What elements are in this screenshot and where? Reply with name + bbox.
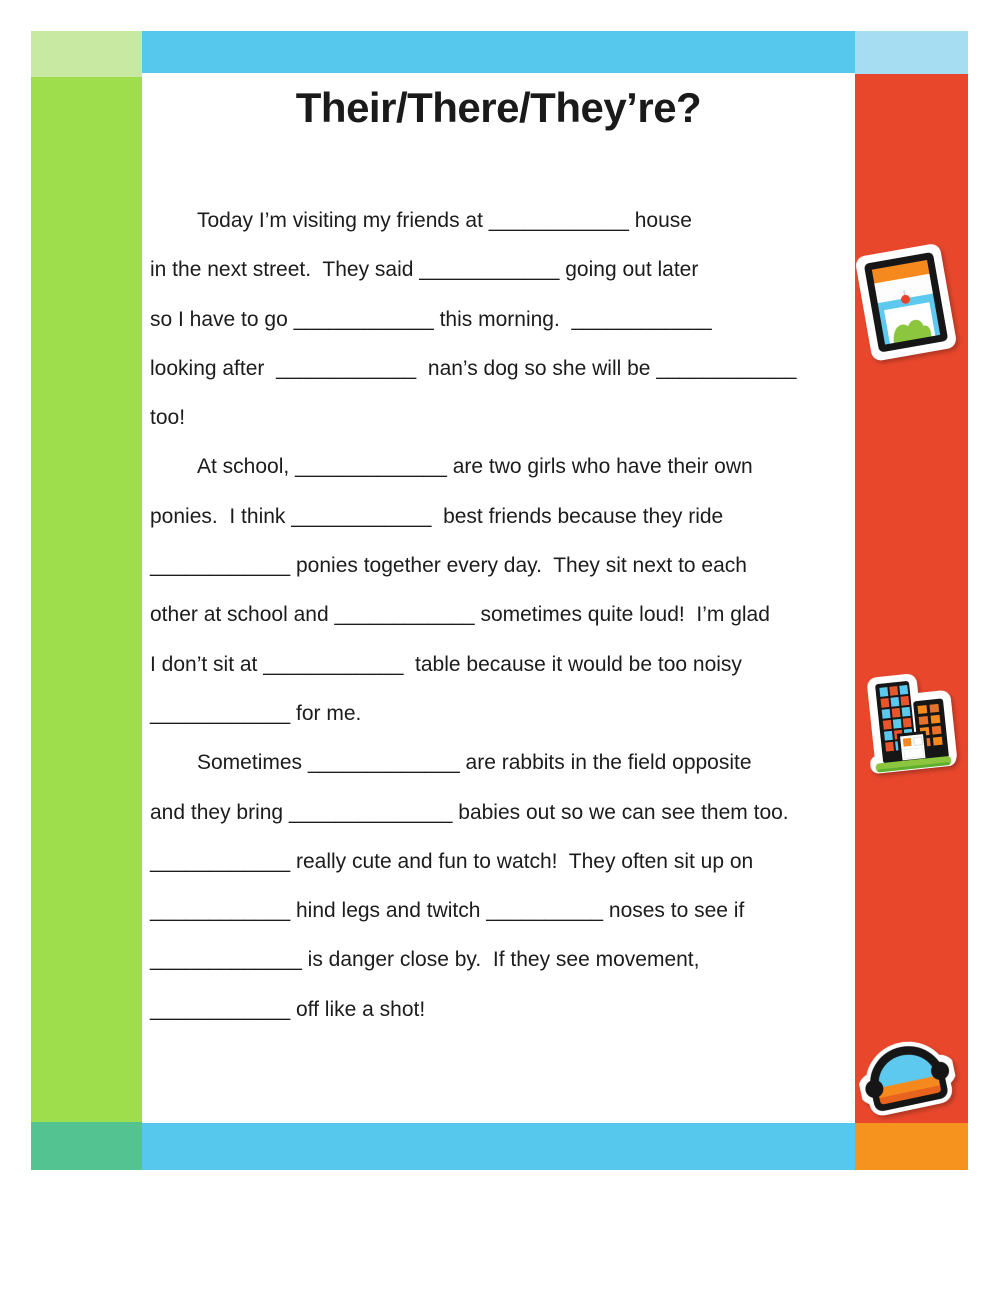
worksheet-line: so I have to go ____________ this morning. ____________	[150, 307, 712, 331]
worksheet-line: in the next street. They said ____________ going out later	[150, 258, 699, 282]
top-border-bar	[142, 31, 855, 73]
worksheet-line: ____________ hind legs and twitch __________ noses to see if	[150, 899, 745, 923]
corner-bottom-left	[31, 1122, 142, 1170]
worksheet-line: ____________ for me.	[150, 701, 362, 725]
worksheet-line: ponies. I think ____________ best friends because they ride	[150, 504, 724, 528]
buildings-icon	[858, 667, 960, 774]
worksheet-line: ____________ off like a shot!	[150, 997, 426, 1021]
worksheet-line: Sometimes _____________ are rabbits in the field opposite	[197, 751, 752, 775]
worksheet-line: I don’t sit at ____________ table because it would be too noisy	[150, 652, 742, 676]
worksheet-body	[150, 196, 850, 1034]
bottom-border-bar	[142, 1123, 855, 1170]
window-icon	[851, 239, 964, 366]
left-border-strip	[31, 77, 142, 1122]
worksheet-line: Today I’m visiting my friends at ____________ house	[197, 209, 692, 232]
corner-bottom-right	[855, 1123, 968, 1170]
page-title: Their/There/They’re?	[295, 84, 702, 131]
corner-top-right	[855, 31, 968, 74]
worksheet-line: other at school and ____________ sometimes quite loud! I’m glad	[150, 603, 770, 627]
corner-top-left	[31, 31, 142, 77]
worksheet-line: looking after ____________ nan’s dog so she will be ____________	[150, 356, 797, 380]
worksheet-line: At school, _____________ are two girls who have their own	[197, 455, 753, 479]
worksheet-line: too!	[150, 406, 186, 430]
right-border-strip	[855, 74, 968, 1123]
worksheet-line: _____________ is danger close by. If they see movement,	[150, 948, 700, 972]
worksheet-line: ____________ ponies together every day. They sit next to each	[150, 554, 747, 578]
worksheet-line: ____________ really cute and fun to watch! They often sit up on	[150, 849, 754, 873]
worksheet-line: and they bring ______________ babies out so we can see them too.	[150, 800, 789, 824]
